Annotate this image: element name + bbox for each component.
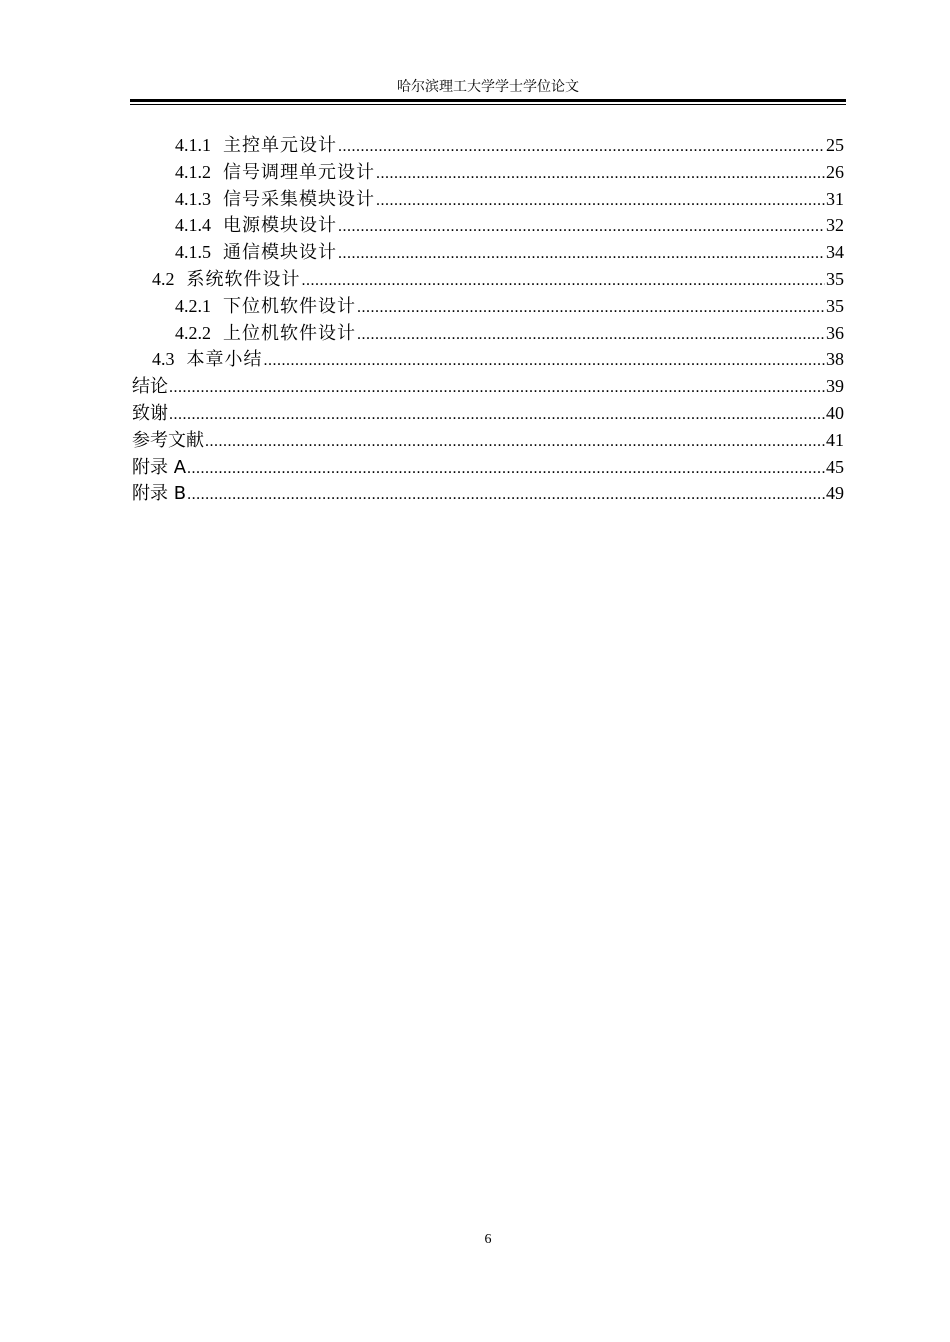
toc-dot-leader: [338, 241, 825, 268]
toc-dot-leader: [357, 295, 825, 322]
toc-entry-title: 附录 B: [132, 483, 187, 505]
toc-entry-4-2-1[interactable]: [132, 293, 844, 320]
toc-dot-leader: [376, 161, 825, 188]
toc-dot-leader: [169, 402, 825, 429]
toc-entry-title: 电源模块设计: [223, 215, 337, 237]
header-rule-thick: [130, 99, 846, 102]
toc-entry-references[interactable]: [132, 427, 844, 454]
toc-entry-4-1-5[interactable]: [132, 239, 844, 266]
toc-dot-leader: [338, 214, 825, 241]
toc-dot-leader: [264, 348, 826, 375]
toc-entry-title: 信号采集模块设计: [223, 188, 375, 210]
toc-entry-4-1-2[interactable]: [132, 159, 844, 186]
toc-entry-4-2[interactable]: [132, 266, 844, 293]
toc-entry-title: 附录 A: [132, 456, 187, 478]
toc-entry-title: 系统软件设计: [186, 268, 301, 290]
toc-entry-4-3[interactable]: [132, 346, 844, 373]
toc-entry-page: 25: [826, 135, 844, 155]
toc-dot-leader: [338, 134, 825, 161]
toc-entry-conclusion[interactable]: [132, 373, 844, 400]
toc-entry-4-1-1[interactable]: [132, 132, 844, 159]
toc-entry-title: 通信模块设计: [223, 242, 337, 264]
toc-dot-leader: [376, 188, 825, 215]
toc-entry-number: 4.3: [152, 349, 175, 370]
table-of-contents: [132, 132, 844, 507]
toc-dot-leader: [169, 375, 825, 402]
toc-entry-title: 参考文献: [132, 429, 204, 451]
toc-entry-4-1-3[interactable]: [132, 186, 844, 213]
toc-entry-page: 35: [826, 268, 844, 289]
toc-entry-number: 4.1.5: [175, 242, 211, 263]
running-header: 哈尔滨理工大学学士学位论文: [397, 79, 579, 95]
toc-dot-leader: [187, 456, 825, 483]
toc-entry-number: 4.1.4: [175, 215, 211, 236]
toc-entry-page: 36: [826, 322, 844, 343]
toc-entry-page: 26: [826, 161, 844, 182]
toc-entry-title: 上位机软件设计: [223, 322, 356, 344]
toc-entry-title: 本章小结: [186, 349, 263, 371]
toc-entry-appendix-b[interactable]: [132, 480, 844, 507]
toc-entry-4-2-2[interactable]: [132, 320, 844, 347]
toc-entry-title: 结论: [132, 376, 168, 398]
toc-entry-page: 34: [826, 242, 844, 263]
toc-entry-appendix-a[interactable]: [132, 454, 844, 481]
toc-entry-page: 40: [826, 402, 844, 423]
toc-entry-number: 4.2.1: [175, 295, 211, 316]
header-rule-thin: [130, 104, 846, 105]
toc-entry-page: 39: [826, 376, 844, 397]
toc-entry-number: 4.2: [152, 268, 175, 289]
toc-entry-number: 4.1.1: [175, 135, 211, 155]
toc-entry-page: 45: [826, 456, 844, 477]
toc-entry-title: 下位机软件设计: [223, 295, 356, 317]
toc-entry-title: 信号调理单元设计: [223, 161, 375, 183]
toc-entry-page: 32: [826, 215, 844, 236]
toc-entry-page: 35: [826, 295, 844, 316]
toc-dot-leader: [357, 322, 825, 349]
toc-entry-title: 主控单元设计: [223, 135, 337, 156]
toc-dot-leader: [187, 482, 825, 509]
toc-entry-number: 4.1.2: [175, 161, 211, 182]
toc-entry-page: 41: [826, 429, 844, 450]
toc-entry-page: 49: [826, 483, 844, 504]
toc-entry-page: 38: [826, 349, 844, 370]
toc-entry-page: 31: [826, 188, 844, 209]
toc-entry-acknowledgements[interactable]: [132, 400, 844, 427]
toc-dot-leader: [205, 429, 825, 456]
page-number: 6: [484, 1232, 492, 1247]
toc-entry-4-1-4[interactable]: [132, 212, 844, 239]
toc-dot-leader: [302, 268, 826, 295]
toc-entry-number: 4.2.2: [175, 322, 211, 343]
toc-entry-number: 4.1.3: [175, 188, 211, 209]
toc-entry-title: 致谢: [132, 402, 168, 424]
